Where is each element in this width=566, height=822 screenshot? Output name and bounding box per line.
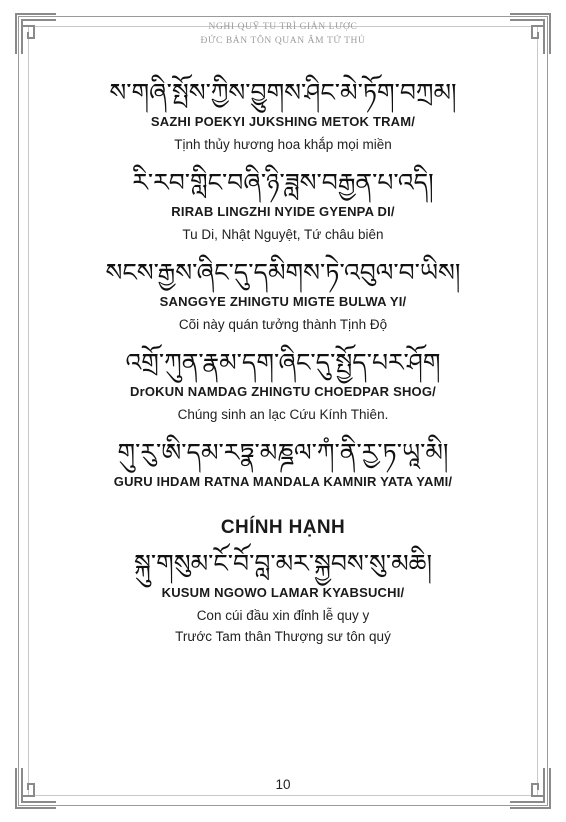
vietnamese-line: Trước Tam thân Thượng sư tôn quý (175, 629, 391, 644)
verse-block (50, 346, 516, 422)
header-line-2: ĐỨC BẢN TÔN QUAN ÂM TỨ THỦ (200, 36, 366, 46)
tibetan-line: སྐུ་གསུམ་ངོ་བོ་བླ་མར་སྐྱབས་སུ་མཆི། (133, 549, 433, 578)
running-header (0, 20, 566, 48)
verse-block (50, 547, 516, 644)
page-content (50, 76, 516, 658)
tibetan-line: རི་རབ་གླིང་བཞི་ཉི་ཟླས་བརྒྱན་པ་འདི། (132, 168, 434, 197)
section-title: CHÍNH HẠNH (220, 517, 346, 538)
page-number: 10 (275, 777, 291, 792)
vietnamese-line: Tịnh thủy hương hoa khắp mọi miền (174, 137, 392, 152)
vietnamese-line: Con cúi đầu xin đỉnh lễ quy y (196, 608, 370, 623)
verse-block (50, 436, 516, 489)
vietnamese-line: Cõi này quán tưởng thành Tịnh Độ (178, 317, 388, 332)
tibetan-line: སངས་རྒྱས་ཞིང་དུ་དམིགས་ཏེ་འབུལ་བ་ཡིས། (105, 258, 461, 287)
romanized-line: SANGGYE ZHINGTU MIGTE BULWA YI/ (159, 294, 407, 309)
verse-block (50, 166, 516, 242)
vietnamese-line: Tu Di, Nhật Nguyệt, Tứ châu biên (182, 227, 384, 242)
tibetan-line: ས་གཞི་སྤོས་ཀྱིས་བྱུགས་ཤིང་མེ་ཏོག་བཀྲམ། (109, 78, 457, 107)
romanized-line: KUSUM NGOWO LAMAR KYABSUCHI/ (161, 585, 405, 600)
romanized-line: SAZHI POEKYI JUKSHING METOK TRAM/ (150, 114, 416, 129)
romanized-line: DrOKUN NAMDAG ZHINGTU CHOEDPAR SHOG/ (130, 384, 436, 399)
verse-block (50, 76, 516, 152)
header-line-1: NGHI QUỸ TU TRÌ GIẢN LƯỢC (208, 22, 358, 32)
tibetan-line: གུ་རུ་ཨི་དམ་རཏྣ་མཎྜལ་ཀཾ་ནི་རྱ་ཏ་ཡཱ་མི། (117, 438, 449, 467)
romanized-line: RIRAB LINGZHI NYIDE GYENPA DI/ (171, 204, 395, 219)
vietnamese-line: Chúng sinh an lạc Cứu Kính Thiên. (177, 407, 389, 422)
romanized-line: GURU IHDAM RATNA MANDALA KAMNIR YATA YAMI/ (113, 474, 453, 489)
verse-block (50, 256, 516, 332)
tibetan-line: འགྲོ་ཀུན་རྣམ་དག་ཞིང་དུ་སྤྱོད་པར་ཤོག (125, 348, 441, 377)
